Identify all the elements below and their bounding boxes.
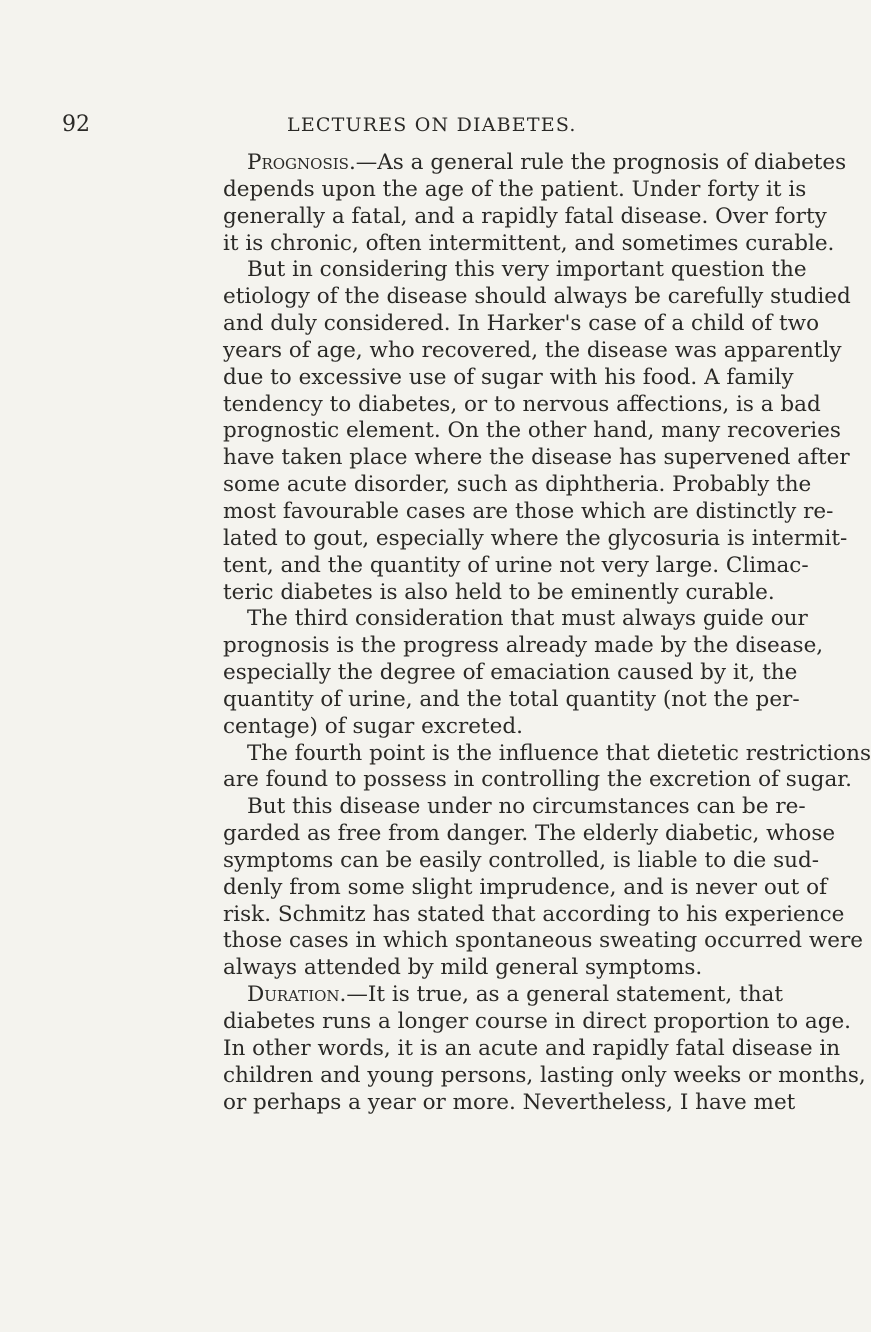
- body-text: [223, 150, 871, 1116]
- text-line: and duly considered. In Harker's case of a child of two: [223, 311, 820, 337]
- text-line: are found to possess in controlling the excretion of sugar.: [223, 767, 853, 793]
- text-line: it is chronic, often intermittent, and sometimes curable.: [223, 230, 835, 256]
- text-line: The third consideration that must always guide our: [247, 606, 808, 632]
- text-line: etiology of the disease should always be carefully studied: [223, 284, 851, 310]
- text-line: Duration.—It is true, as a general statement, that: [247, 982, 784, 1008]
- text-line: due to excessive use of sugar with his food. A family: [223, 364, 794, 390]
- text-line: Prognosis.—As a general rule the prognosis of diabetes: [247, 150, 847, 175]
- text-line: some acute disorder, such as diphtheria. Probably the: [223, 472, 812, 498]
- text-line: tent, and the quantity of urine not very large. Climac-: [223, 552, 809, 578]
- text-line: or perhaps a year or more. Nevertheless, I have met: [223, 1089, 796, 1115]
- section-heading-prognosis: Prognosis.: [247, 150, 356, 175]
- text-line: generally a fatal, and a rapidly fatal disease. Over forty: [223, 203, 827, 229]
- text-line: quantity of urine, and the total quantity (not the per-: [223, 686, 800, 712]
- text-line: those cases in which spontaneous sweating occurred were: [223, 928, 864, 954]
- text-line: teric diabetes is also held to be eminently curable.: [223, 579, 775, 605]
- running-head: [62, 110, 762, 140]
- text-line: years of age, who recovered, the disease was apparently: [223, 337, 842, 363]
- running-title: LECTURES ON DIABETES.: [287, 114, 577, 136]
- text-line: tendency to diabetes, or to nervous affections, is a bad: [223, 391, 821, 417]
- text-line: risk. Schmitz has stated that according to his experience: [223, 901, 845, 927]
- section-heading-duration: Duration.: [247, 982, 347, 1008]
- text-line: denly from some slight imprudence, and is never out of: [223, 874, 828, 900]
- text-line: depends upon the age of the patient. Under forty it is: [223, 176, 807, 202]
- text-line: most favourable cases are those which are distinctly re-: [223, 498, 834, 524]
- text-line: lated to gout, especially where the glycosuria is intermit-: [223, 525, 848, 551]
- text-line: always attended by mild general symptoms.: [223, 955, 703, 981]
- text-line: garded as free from danger. The elderly diabetic, whose: [223, 821, 836, 847]
- text-line: In other words, it is an acute and rapidly fatal disease in: [223, 1035, 841, 1061]
- text-line: prognosis is the progress already made by the disease,: [223, 633, 824, 659]
- text-line: But this disease under no circumstances can be re-: [247, 794, 806, 820]
- text-line: But in considering this very important question the: [247, 257, 807, 283]
- text-line: diabetes runs a longer course in direct proportion to age.: [223, 1009, 852, 1034]
- text-line: symptoms can be easily controlled, is liable to die sud-: [223, 847, 819, 873]
- text-line: children and young persons, lasting only weeks or months,: [223, 1062, 866, 1088]
- text-line: The fourth point is the influence that dietetic restrictions: [247, 740, 871, 766]
- text-line: have taken place where the disease has supervened after: [223, 445, 850, 471]
- text-line: especially the degree of emaciation caused by it, the: [223, 660, 798, 686]
- text-line: centage) of sugar excreted.: [223, 713, 523, 739]
- text-line: prognostic element. On the other hand, many recoveries: [223, 418, 841, 444]
- page-number: 92: [62, 112, 90, 137]
